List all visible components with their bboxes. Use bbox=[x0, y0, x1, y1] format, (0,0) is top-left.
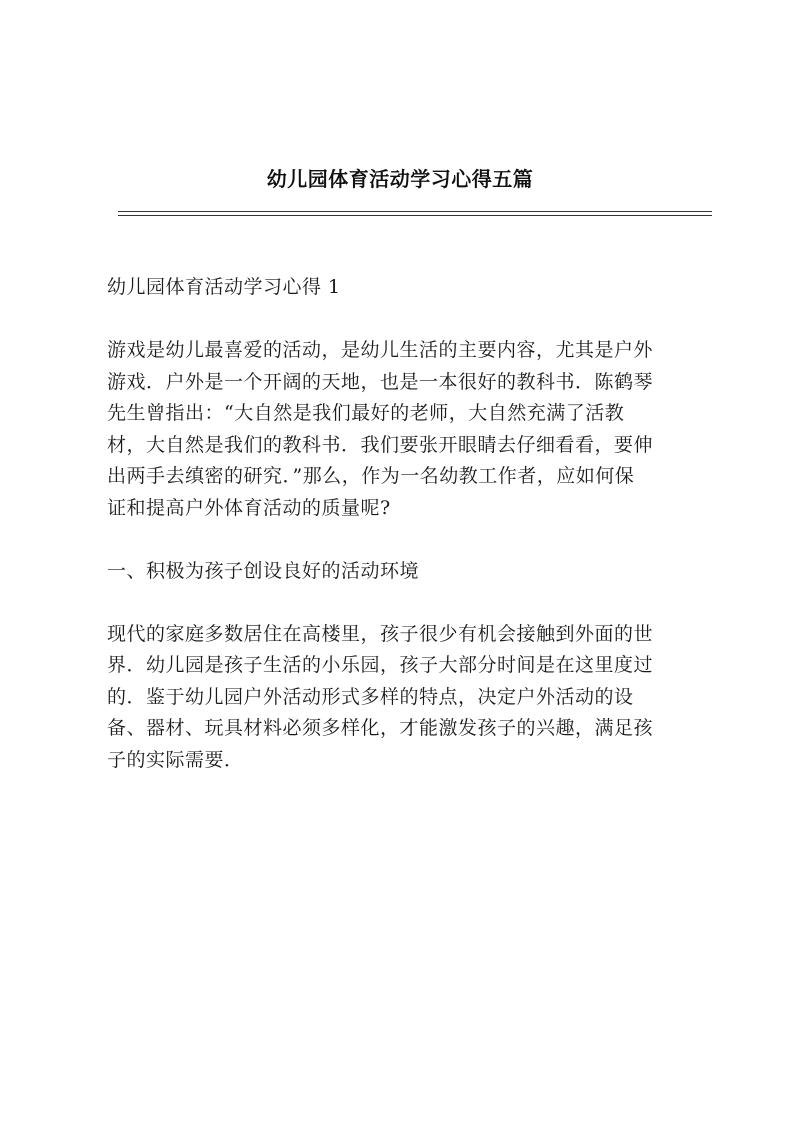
paragraph-line: 材，大自然是我们的教科书．我们要张开眼睛去仔细看看，要伸 bbox=[107, 433, 654, 456]
paragraph-line: 的．鉴于幼儿园户外活动形式多样的特点，决定户外活动的设 bbox=[107, 685, 634, 708]
paragraph-line: 子的实际需要． bbox=[107, 748, 244, 771]
document-body bbox=[107, 272, 703, 808]
title-divider-bottom bbox=[118, 215, 712, 216]
paragraph-line: 出两手去缜密的研究．”那么，作为一名幼教工作者，应如何保 bbox=[107, 465, 635, 487]
paragraph-line: 先生曾指出：“大自然是我们最好的老师，大自然充满了活教 bbox=[107, 402, 625, 424]
document-title: 幼儿园体育活动学习心得五篇 bbox=[266, 167, 534, 191]
paragraph-2 bbox=[107, 619, 703, 777]
paragraph-line: 备、器材、玩具材料必须多样化，才能激发孩子的兴趣，满足孩 bbox=[107, 717, 654, 739]
section-heading-1: 幼儿园体育活动学习心得 1 bbox=[107, 276, 341, 298]
title-divider-top bbox=[118, 211, 712, 212]
paragraph-line: 界．幼儿园是孩子生活的小乐园，孩子大部分时间是在这里度过 bbox=[107, 654, 654, 676]
section-heading-2: 一、积极为孩子创设良好的活动环境 bbox=[107, 559, 420, 582]
paragraph-1 bbox=[107, 335, 703, 524]
paragraph-line: 证和提高户外体育活动的质量呢? bbox=[107, 496, 391, 519]
paragraph-line: 现代的家庭多数居住在高楼里，孩子很少有机会接触到外面的世 bbox=[107, 622, 654, 645]
paragraph-line: 游戏．户外是一个开阔的天地，也是一本很好的教科书．陈鹤琴 bbox=[107, 370, 654, 393]
paragraph-line: 游戏是幼儿最喜爱的活动，是幼儿生活的主要内容，尤其是户外 bbox=[107, 339, 654, 361]
